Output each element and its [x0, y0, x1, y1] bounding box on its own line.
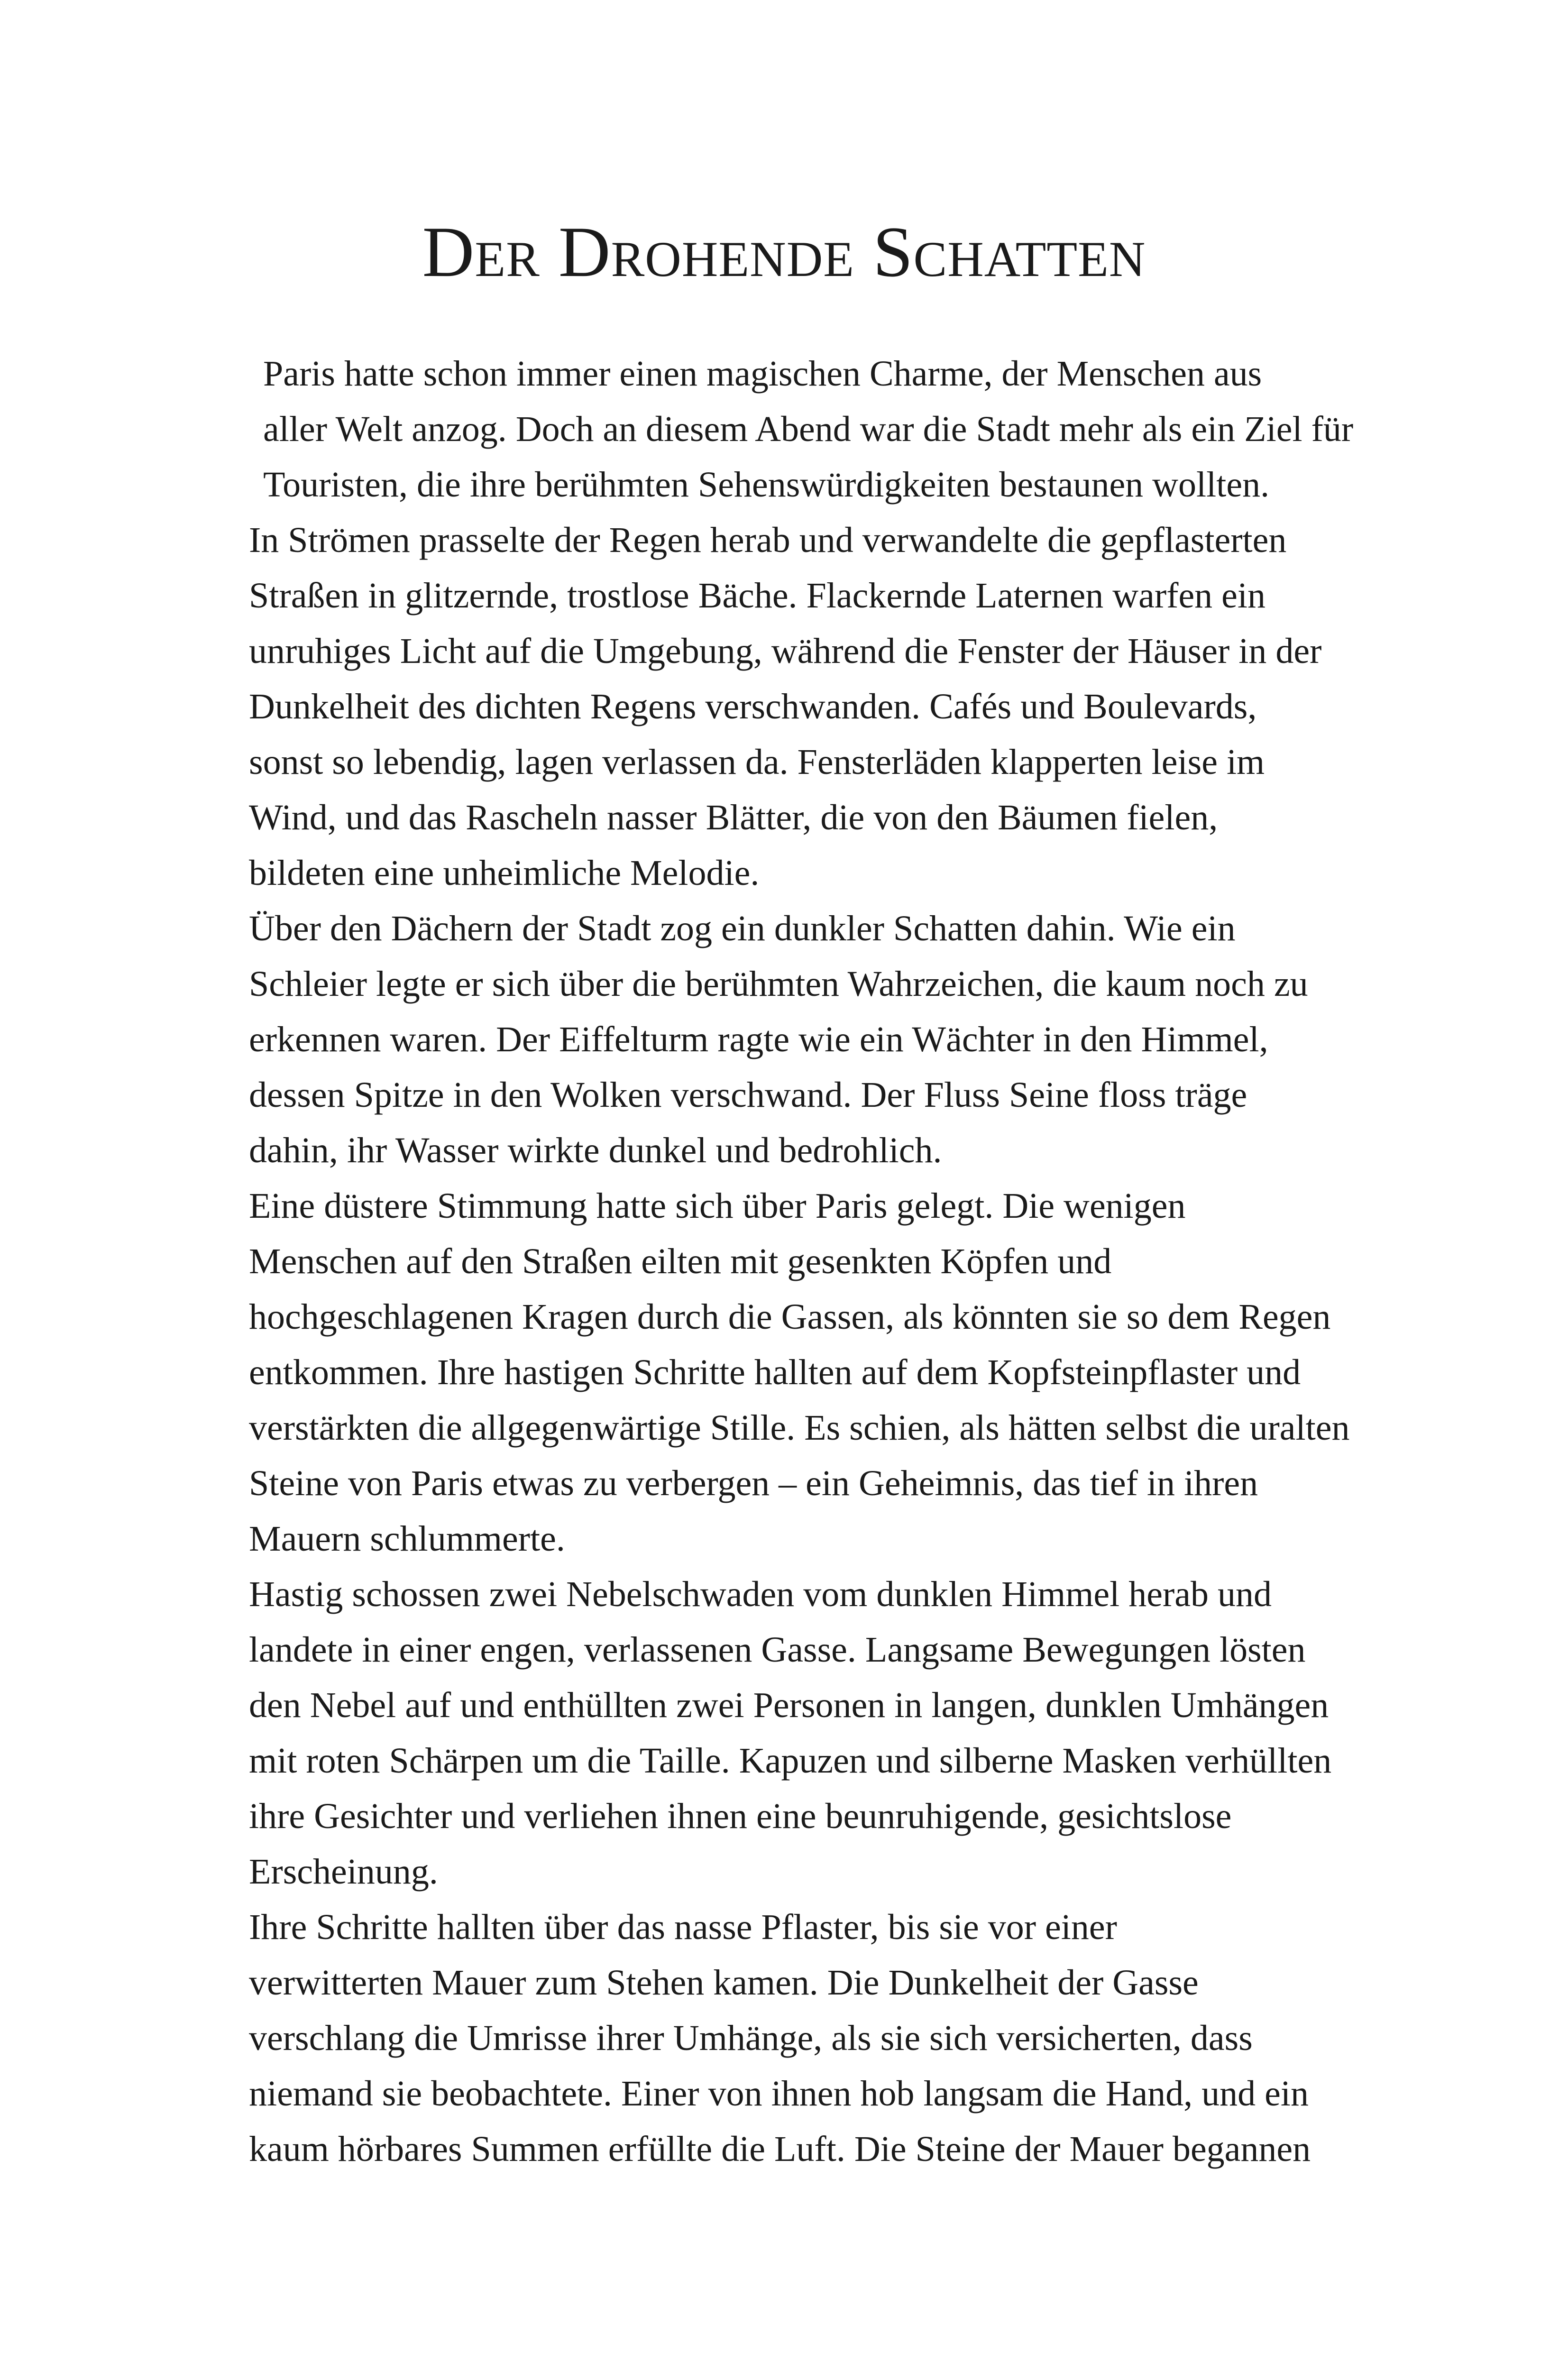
paragraph	[202, 513, 1368, 901]
text-line: Wind, und das Rascheln nasser Blätter, die von den Bäumen fielen,	[249, 798, 1218, 837]
text-line: Menschen auf den Straßen eilten mit gesenkten Köpfen und	[249, 1241, 1112, 1281]
text-line: Mauern schlummerte.	[249, 1519, 565, 1559]
chapter-title: Der Drohende Schatten	[422, 212, 1146, 292]
text-line: hochgeschlagenen Kragen durch die Gassen, als könnten sie so dem Regen	[249, 1297, 1331, 1337]
paragraph	[202, 1900, 1368, 2177]
text-line: Über den Dächern der Stadt zog ein dunkler Schatten dahin. Wie ein	[249, 909, 1236, 948]
chapter-body	[202, 346, 1368, 2177]
text-line: Hastig schossen zwei Nebelschwaden vom dunklen Himmel herab und	[249, 1574, 1272, 1614]
text-line: dahin, ihr Wasser wirkte dunkel und bedrohlich.	[249, 1130, 942, 1170]
text-line: Ihre Schritte hallten über das nasse Pflaster, bis sie vor einer	[249, 1907, 1117, 1947]
text-line: verstärkten die allgegenwärtige Stille. Es schien, als hätten selbst die uralten	[249, 1408, 1350, 1448]
text-line: unruhiges Licht auf die Umgebung, während die Fenster der Häuser in der	[249, 631, 1322, 671]
text-line: niemand sie beobachtete. Einer von ihnen hob langsam die Hand, und ein	[249, 2074, 1309, 2114]
text-line: Erscheinung.	[249, 1852, 438, 1892]
text-line: erkennen waren. Der Eiffelturm ragte wie ein Wächter in den Himmel,	[249, 1020, 1268, 1059]
text-line: Eine düstere Stimmung hatte sich über Paris gelegt. Die wenigen	[249, 1186, 1186, 1226]
text-line: entkommen. Ihre hastigen Schritte hallten auf dem Kopfsteinpflaster und	[249, 1352, 1301, 1392]
text-line: Dunkelheit des dichten Regens verschwanden. Cafés und Boulevards,	[249, 687, 1257, 726]
text-line: Schleier legte er sich über die berühmten Wahrzeichen, die kaum noch zu	[249, 964, 1308, 1004]
text-line: Straßen in glitzernde, trostlose Bäche. Flackernde Laternen warfen ein	[249, 576, 1266, 616]
text-line: sonst so lebendig, lagen verlassen da. Fensterläden klapperten leise im	[249, 742, 1265, 782]
text-line: ihre Gesichter und verliehen ihnen eine beunruhigende, gesichtslose	[249, 1796, 1232, 1836]
text-line: Steine von Paris etwas zu verbergen – ein Geheimnis, das tief in ihren	[249, 1463, 1258, 1503]
paragraph	[202, 901, 1368, 1178]
text-line: Touristen, die ihre berühmten Sehenswürdigkeiten bestaunen wollten.	[263, 465, 1270, 505]
text-line: landete in einer engen, verlassenen Gasse. Langsame Bewegungen lösten	[249, 1630, 1306, 1670]
paragraph	[202, 1567, 1368, 1900]
text-line: bildeten eine unheimliche Melodie.	[249, 853, 760, 893]
text-line: Paris hatte schon immer einen magischen Charme, der Menschen aus	[263, 354, 1262, 394]
text-line: aller Welt anzog. Doch an diesem Abend war die Stadt mehr als ein Ziel für	[263, 409, 1354, 449]
text-line: kaum hörbares Summen erfüllte die Luft. Die Steine der Mauer begannen	[249, 2129, 1311, 2169]
text-line: den Nebel auf und enthüllten zwei Personen in langen, dunklen Umhängen	[249, 1685, 1329, 1725]
paragraph	[202, 1178, 1368, 1567]
text-line: dessen Spitze in den Wolken verschwand. Der Fluss Seine floss träge	[249, 1075, 1247, 1115]
paragraph	[202, 346, 1368, 513]
text-line: In Strömen prasselte der Regen herab und verwandelte die gepflasterten	[249, 520, 1287, 560]
text-line: verwitterten Mauer zum Stehen kamen. Die Dunkelheit der Gasse	[249, 1963, 1199, 2003]
text-line: mit roten Schärpen um die Taille. Kapuzen und silberne Masken verhüllten	[249, 1741, 1332, 1781]
text-line: verschlang die Umrisse ihrer Umhänge, als sie sich versicherten, dass	[249, 2018, 1253, 2058]
